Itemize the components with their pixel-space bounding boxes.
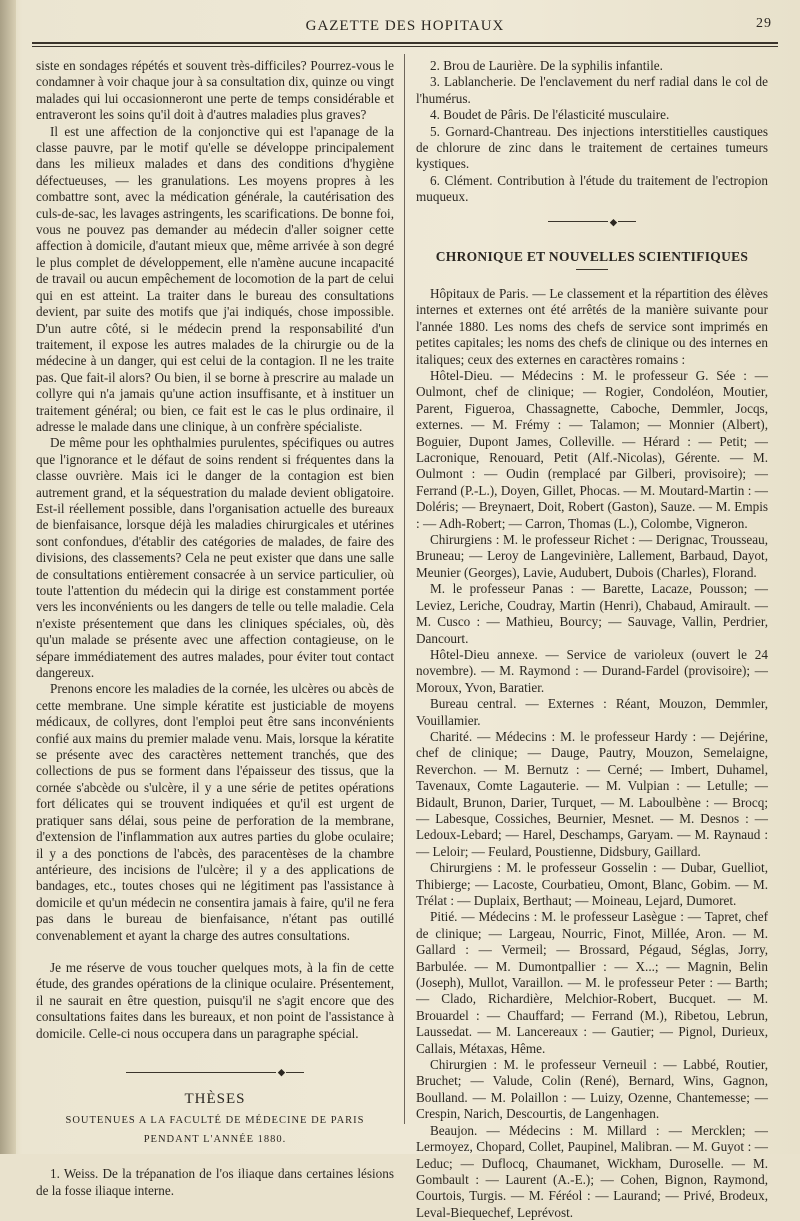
paragraph: Prenons encore les maladies de la cornée, les ulcères ou abcès de cette membrane. Une simple kératite est justiciable de moyens médicaux, de collyres, dont l'emploi peut être sans inconvénients confié aux mains du premier malade venu. Mais, lorsque la kératite se présente avec des caractères nettement tranchés, que des collections de pus se forment dans l'épaisseur des tissus, que la cornée s'abcède ou s'ulcère, il y a une série de petites opérations fort délicates qui se trouvent indiquées et qu'il est urgent de pratiquer sans délai, sous peine de perforation de la membrane, d'extension de l'inflammation aux autres parties du globe oculaire; il y a des ponctions de l'abcès, des paracentèses de la chambre antérieure, des incisions de l'ulcère; il y a des applications de bandages, etc., toutes choses qui ne légitiment pas l'assistance à domicile et qu'un médecin ne consentira jamais à faire, qu'il ne fera pas dans le bureau de bienfaisance, n'étant pas outillé convenablement et ayant la charge des autres consultations.: [36, 681, 394, 943]
paragraph: Hôtel-Dieu. — Médecins : M. le professeur G. Sée : — Oulmont, chef de clinique; — Rogier, Condoléon, Moutier, Parent, Figueroa, Chassagnette, Caboche, Demmler, Jocqs, externes. — M. Frémy : — Talamon; — Monnier (Albert), Boguier, Dupont James, Colleville. — Hérard : — Petit; — Lacronique, Renouard, Petit (Alf.-Nicolas), Gérente. — M. Oulmont : — Oudin (remplacé par Gilberi, provisoire); — Ferrand (P.-L.), Doyen, Gillet, Phocas. — M. Moutard-Martin : — Doléris; — Breynaert, Doit, Robert (Gaston), Sauze. — M. Empis : — Adh-Robert; — Carron, Thomas (L.), Colombe, Vigneron.: [416, 368, 768, 531]
thesis-item: 5. Gornard-Chantreau. Des injections interstitielles caustiques de chlorure de zinc dans le traitement de certaines tumeurs kystiques.: [416, 123, 768, 172]
section-title: CHRONIQUE ET NOUVELLES SCIENTIFIQUES: [435, 248, 749, 264]
paragraph: Chirurgiens : M. le professeur Gosselin : — Dubar, Guelliot, Thibierge; — Lacoste, Courbatieu, Omont, Blanc, Gobim. — M. Trélat : — Duplaix, Berthaut; — Moineau, Lejard, Dumoret.: [416, 860, 768, 908]
ornament-divider: ◆: [36, 1064, 394, 1081]
thesis-item: 4. Boudet de Pâris. De l'élasticité musculaire.: [430, 107, 670, 123]
theses-subtitle: SOUTENUES A LA FACULTÉ DE MÉDECINE DE PARIS: [65, 1115, 365, 1127]
paragraph: Je me réserve de vous toucher quelques mots, à la fin de cette étude, des grandes opérations de la clinique oculaire. Présentement, il ne saurait en être question, puisqu'il ne s'agit encore que des consultations faites dans les bureaux, et non point de l'assistance à domicile. Celle-ci nous occupera dans un paragraphe spécial.: [36, 959, 394, 1041]
column-divider: [404, 54, 405, 1124]
paragraph: Pitié. — Médecins : M. le professeur Lasègue : — Tapret, chef de clinique; — Largeau, Nourric, Finot, Millée, Aron. — M. Gallard : — Vermeil; — Brossard, Pégaud, Séglas, Jorry, Barbulée. — M. Dumontpallier : — X...; — Magnin, Belin (Joseph), Mullot, Varaillon. — M. le professeur Peter : — Barth; — Clado, Richardière, Melchior-Robert, Bucquet. — M. Brouardel : — Chauffard; — Ferrand (M.), Ribetou, Lebrun, Laussedat. — M. Lancereaux : — Gautier; — Pignol, Durieux, Callais, Métaxas, Hême.: [416, 909, 768, 1056]
paragraph: siste en sondages répétés et souvent très-difficiles? Pourrez-vous le condamner à voir chaque jour à sa consultation dix, quinze ou vingt malades qui lui occasionneront une perte de temps considérable et entraveront les soins qu'il doit à d'autres maladies plus graves?: [36, 58, 394, 123]
page-header: [30, 12, 780, 38]
journal-title: GAZETTE DES HOPITAUX: [305, 18, 505, 34]
left-column: [36, 58, 394, 1199]
thesis-item: 2. Brou de Laurière. De la syphilis infantile.: [430, 58, 663, 73]
paragraph: Bureau central. — Externes : Réant, Mouzon, Demmler, Vouillamier.: [416, 696, 768, 728]
ornament-divider: ◆: [416, 214, 768, 231]
binding-edge: [0, 0, 16, 1154]
theses-year: PENDANT L'ANNÉE 1880.: [143, 1133, 287, 1145]
right-column: [416, 58, 768, 1221]
theses-title: THÈSES: [184, 1090, 246, 1107]
section-rule: [576, 269, 608, 270]
page-number: 29: [756, 16, 772, 31]
paragraph: Il est une affection de la conjonctive qui est l'apanage de la classe pauvre, par le motif qu'elle se développe principalement dans les milieux malades et dans des conditions d'hygiène défectueuses, — les granulations. Les moyens propres à les combattre sont, avec la médication générale, la cautérisation des culs-de-sac, les lavages astringents, les scarifications. De bonne foi, vous ne pouvez pas demander au médecin d'aller soigner cette affection à domicile, d'autant mieux que, même arrivée à son degré le plus complet de développement, elle n'amène aucune incapacité de travail ou aucun empêchement de locomotion de la part de celui qui en est atteint. La traiter dans le bureau des consultations devient, par suite des motifs que j'ai indiqués, chose impossible. D'un autre côté, si le médecin prend la responsabilité d'un traitement, il expose les autres malades de la chirurgie ou de la médecine à un danger, qui est celui de la contagion. Il ne les traite pas. Que fait-il alors? Ou bien, il se borne à prescrire au malade un collyre qui n'a jamais qu'une action insuffisante, et à instituer un traitement général; ou bien, ce fait est le cas le plus ordinaire, il adresse le malade dans une clinique, à un confrère spécialiste.: [36, 123, 394, 434]
paragraph: Chirurgiens : M. le professeur Richet : — Derignac, Trousseau, Bruneau; — Leroy de Langevinière, Lallement, Barbaud, Dayot, Meunier (Georges), Lavie, Audubert, Dubois (Charles), Florand.: [416, 532, 768, 580]
paragraph: Chirurgien : M. le professeur Verneuil : — Labbé, Routier, Bruchet; — Valude, Colin (René), Bernard, Wins, Gagnon, Boulland. — M. Polaillon : — Luizy, Ozenne, Chantemesse; — Crespin, Narich, Descourtis, de Langenhagen.: [416, 1057, 768, 1122]
paragraph: Charité. — Médecins : M. le professeur Hardy : — Dejérine, chef de clinique; — Dauge, Pautry, Mouzon, Semelaigne, Reverchon. — M. Bernutz : — Cerné; — Imbert, Duhamel, Tavenaux, Comte Lagauterie. — M. Vulpian : — Letulle; — Bidault, Brunon, Darier, Turquet, — M. Laboulbène : — Brocq; — Labesque, Cossiches, Beurnier, Mesnet. — M. Desnos : — Ledoux-Lebard; — Harel, Deschamps, Garyam. — M. Raynaud : — Leloir; — Feulard, Poustienne, Didsbury, Gaillard.: [416, 728, 768, 859]
header-rule: [32, 42, 778, 47]
paragraph: De même pour les ophthalmies purulentes, spécifiques ou autres que l'ignorance et le défaut de soins rendent si fréquentes dans la classe ouvrière. Mais ici le danger de la contagion est bien autrement grand, et la séquestration du malade devient obligatoire. Est-il réellement possible, dans l'organisation actuelle des bureaux de bienfaisance, lorsque déjà les maladies chirurgicales et utérines sont confondues, d'établir des catégories de malades, de faire des divisions, des classements? Cela ne peut exister que dans une salle de consultations entièrement consacrée à un service particulier, où toute l'attention du médecin qui la dirige est constamment portée vers les inconvénients ou les dangers de telle ou telle maladie. Cela n'existe présentement que dans les cliniques spéciales, où, dès qu'un malade se présente avec une affection contagieuse, on le sépare immédiatement des autres malades, pour éviter tout contact dangereux.: [36, 435, 394, 681]
paragraph: Hôtel-Dieu annexe. — Service de varioleux (ouvert le 24 novembre). — M. Raymond : — Durand-Fardel (provisoire); — Moroux, Yvon, Baratier.: [416, 646, 768, 695]
paragraph: M. le professeur Panas : — Barette, Lacaze, Pousson; — Leviez, Leriche, Coudray, Martin (Henri), Chabaud, Amirault. — M. Cusco : — Mathieu, Bourcy; — Sauvage, Vallin, Perdrier, Dancourt.: [416, 581, 768, 646]
paragraph: Hôpitaux de Paris. — Le classement et la répartition des élèves internes et externes ont été arrêtés de la manière suivante pour l'année 1880. Les noms des chefs de service sont imprimés en petites capitales; les noms des chefs de clinique ou des internes en italiques; ceux des externes en caractères romains :: [416, 285, 768, 367]
thesis-item: 3. Lablancherie. De l'enclavement du nerf radial dans le col de l'humérus.: [416, 74, 768, 106]
thesis-item: 1. Weiss. De la trépanation de l'os iliaque dans certaines lésions de la fosse iliaque interne.: [36, 1166, 394, 1198]
thesis-item: 6. Clément. Contribution à l'étude du traitement de l'ectropion muqueux.: [416, 172, 768, 205]
paragraph: Beaujon. — Médecins : M. Millard : — Mercklen; — Lermoyez, Chopard, Collet, Paupinel, Malibran. — M. Guyot : — Leduc; — Duflocq, Chaumanet, Wickham, Duroselle. — M. Gombault : — Laurent (A.-E.); — Cohen, Bignon, Raymond, Courtois, Turgis. — M. Féréol : — Laurand; — Privé, Brodeux, Leval-Biequechef, Leprévost.: [416, 1122, 768, 1220]
